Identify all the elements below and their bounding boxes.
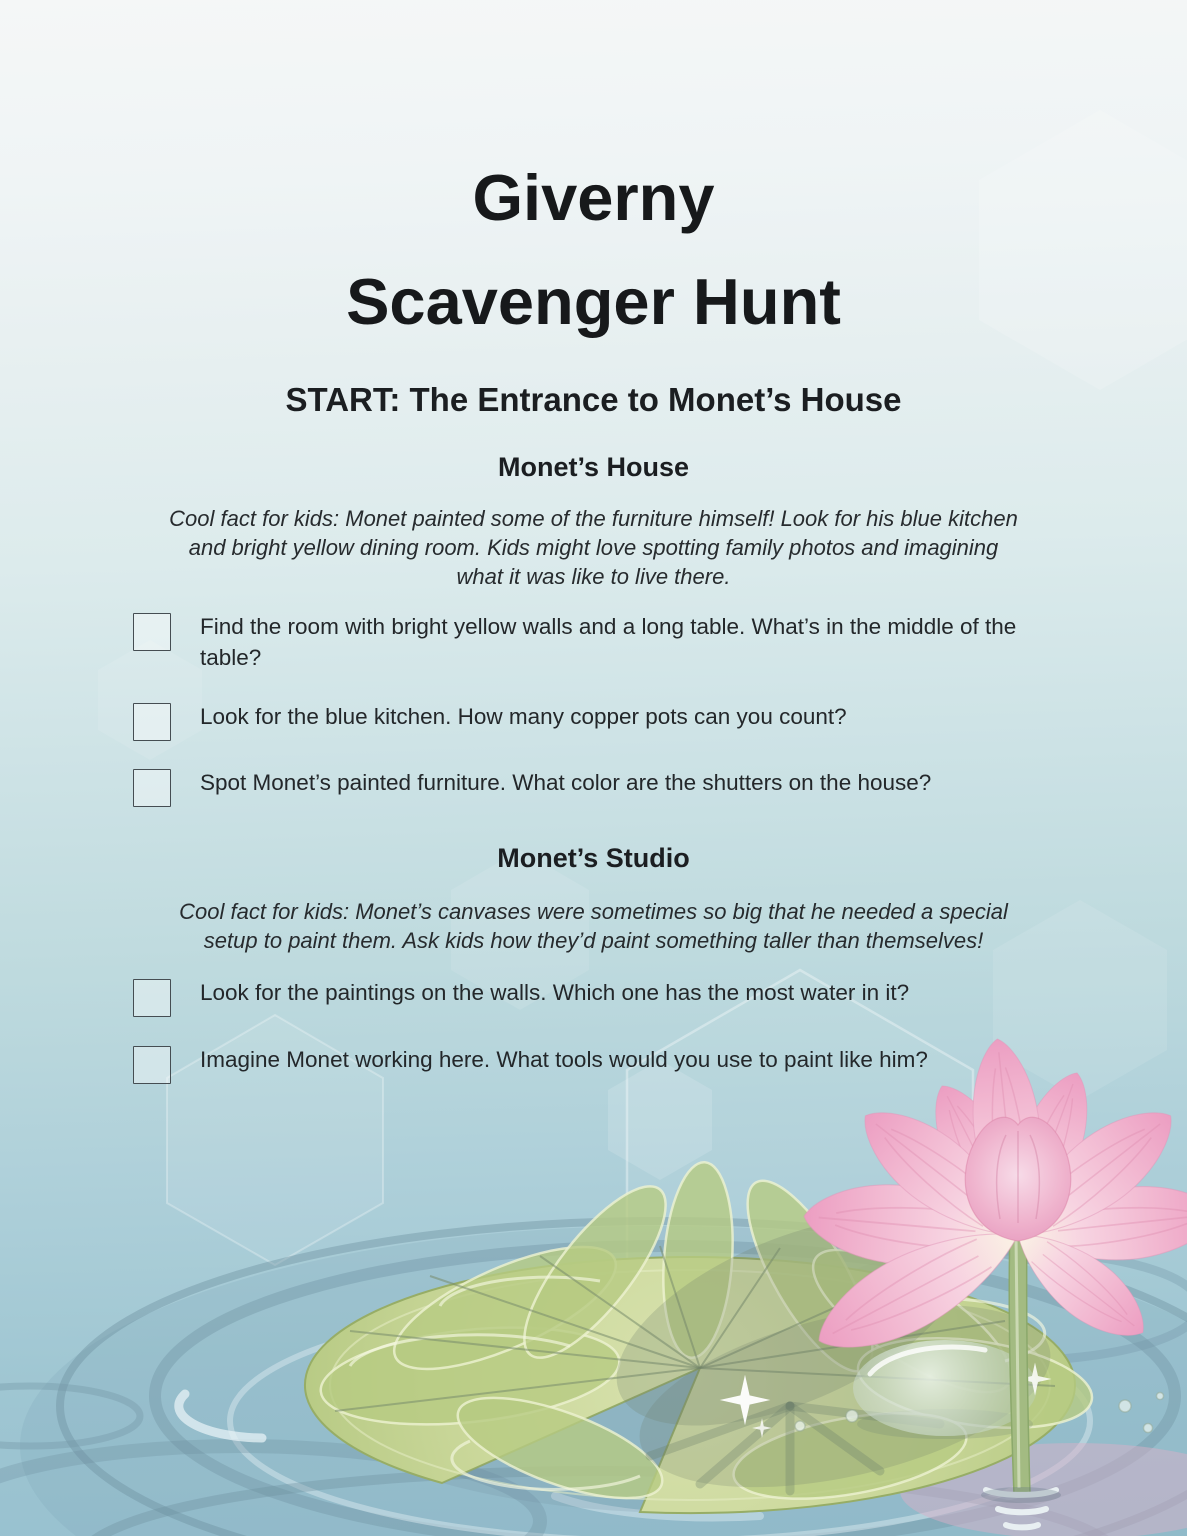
fact-studio xyxy=(0,897,1187,955)
checkbox[interactable] xyxy=(133,1046,171,1084)
checklist-item xyxy=(133,977,1147,1017)
checklist-item-label: Look for the paintings on the walls. Which one has the most water in it? xyxy=(200,980,910,1005)
checklist-item xyxy=(133,1044,1147,1084)
checkbox[interactable] xyxy=(133,769,171,807)
checklist-item xyxy=(133,767,1147,807)
page-title xyxy=(0,146,1187,354)
fact-line: Cool fact for kids: Monet painted some of the furniture himself! Look for his blue kitchen xyxy=(169,506,1018,531)
checklist-house xyxy=(133,611,1147,807)
checklist-item-label: Spot Monet’s painted furniture. What color are the shutters on the house? xyxy=(200,770,932,795)
checkbox[interactable] xyxy=(133,703,171,741)
fact-line: what it was like to live there. xyxy=(456,564,731,589)
checkbox[interactable] xyxy=(133,979,171,1017)
checklist-studio xyxy=(133,977,1147,1084)
checklist-item-label: Find the room with bright yellow walls and a long table. What’s in the middle of the table? xyxy=(200,614,1017,670)
checklist-item-label: Look for the blue kitchen. How many copper pots can you count? xyxy=(200,704,847,729)
checkbox[interactable] xyxy=(133,613,171,651)
fact-line: setup to paint them. Ask kids how they’d paint something taller than themselves! xyxy=(203,928,984,953)
fact-house xyxy=(0,504,1187,591)
section-heading-studio: Monet’s Studio xyxy=(497,843,690,873)
fact-line: Cool fact for kids: Monet’s canvases were sometimes so big that he needed a special xyxy=(179,899,1008,924)
start-heading: START: The Entrance to Monet’s House xyxy=(285,381,902,418)
section-heading-house: Monet’s House xyxy=(497,452,690,482)
fact-line: and bright yellow dining room. Kids might love spotting family photos and imagining xyxy=(188,535,999,560)
page-title-line2: Scavenger Hunt xyxy=(346,265,841,338)
checklist-item xyxy=(133,611,1147,673)
checklist-item-label: Imagine Monet working here. What tools would you use to paint like him? xyxy=(200,1047,928,1072)
page-title-line1: Giverny xyxy=(472,161,715,234)
checklist-item xyxy=(133,701,1147,741)
